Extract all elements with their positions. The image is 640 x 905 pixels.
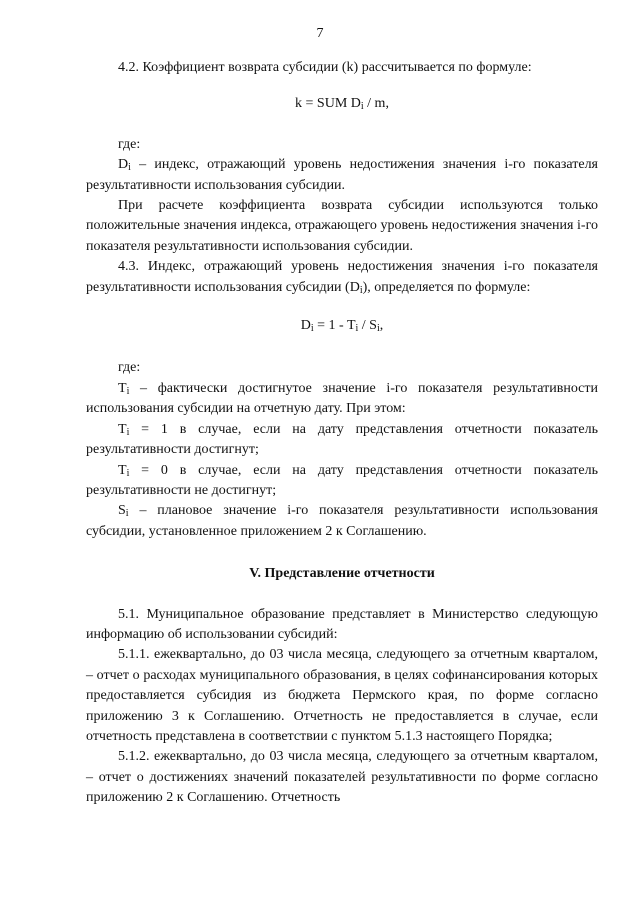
definition-ti-one: [86, 420, 598, 461]
definition-si-symbol: S: [118, 503, 126, 519]
formula-di-b-sub: i: [355, 323, 359, 335]
definition-ti-one-text: = 1 в случае, если на дату представления отчетности показатель результативности достигнут;: [86, 421, 598, 458]
paragraph-4-3-subscript: i: [359, 284, 363, 296]
formula-di-c: / S: [358, 318, 377, 334]
definition-di-subscript: i: [128, 162, 131, 174]
paragraph-5-1-1: 5.1.1. ежеквартально, до 03 числа месяца, следующего за отчетным кварталом, – отчет о расходах муниципального образования, в целях софинансирования которых предоставляется субсидия из бюджета Пермского края, по форме согласно приложению 3 к Соглашению. Отчетность не предоставляется в случае, если отчетность представлена в соответствии с пунктом 5.1.3 настоящего Порядка;: [86, 647, 598, 744]
formula-di-b: = 1 - T: [313, 318, 356, 334]
definition-di-text: – индекс, отражающий уровень недостижения значения i-го показателя результативности использования субсидии.: [86, 157, 598, 193]
definition-ti-one-symbol: T: [118, 421, 127, 437]
definition-si: [86, 501, 598, 542]
definition-ti-subscript: i: [126, 385, 130, 397]
definition-di-symbol: D: [118, 157, 129, 173]
document-body: [86, 58, 598, 809]
paragraph-4-3-text: 4.3. Индекс, отражающий уровень недостижения значения i-го показателя результативности использования субсидии (D: [86, 259, 598, 295]
formula-di-c-sub: i: [376, 323, 380, 335]
definition-ti-zero-text: = 0 в случае, если на дату представления отчетности показатель результативности не достигнут;: [86, 462, 598, 498]
paragraph-note: При расчете коэффициента возврата субсидии используются только положительные значения индекса, отражающего уровень недостижения значения i-го показателя результативности использования субсидии.: [86, 198, 598, 254]
formula-k: [86, 94, 598, 114]
paragraph-5-1-2: 5.1.2. ежеквартально, до 03 числа месяца, следующего за отчетным кварталом, – отчет о достижениях значений показателей результативности по форме согласно приложению 2 к Соглашению. Отчетность: [86, 749, 598, 806]
definition-ti-zero-subscript: i: [126, 467, 130, 479]
paragraph-5-1: 5.1. Муниципальное образование представляет в Министерство следующую информацию об использовании субсидий:: [86, 606, 598, 642]
paragraph-4-3: [86, 257, 598, 298]
formula-di-d: ,: [379, 318, 384, 334]
definition-si-text: – плановое значение i-го показателя результативности использования субсидии, установленное приложением 2 к Соглашению.: [86, 503, 598, 539]
definition-ti-zero: [86, 461, 598, 502]
formula-di-a: D: [300, 318, 311, 334]
where-label-1: где:: [118, 136, 141, 152]
formula-di: [86, 316, 598, 336]
formula-k-text: k = SUM D: [295, 96, 361, 112]
where-label-2: где:: [118, 360, 141, 376]
definition-ti: [86, 379, 598, 420]
definition-ti-zero-symbol: T: [118, 462, 127, 478]
definition-di: [86, 155, 598, 196]
definition-si-subscript: i: [125, 508, 129, 520]
formula-k-subscript: i: [360, 101, 364, 113]
page-number: 7: [316, 26, 324, 41]
formula-k-tail: / m,: [363, 96, 389, 112]
definition-ti-symbol: T: [118, 380, 127, 396]
paragraph-4-2: 4.2. Коэффициент возврата субсидии (k) рассчитывается по формуле:: [118, 60, 532, 75]
paragraph-4-3-tail: ), определяется по формуле:: [362, 279, 531, 295]
formula-di-a-sub: i: [310, 323, 314, 335]
definition-ti-text: – фактически достигнутое значение i-го показателя результативности использования субсидии на отчетную дату. При этом:: [86, 380, 598, 417]
section-heading: V. Представление отчетности: [249, 566, 435, 582]
definition-ti-one-subscript: i: [126, 426, 130, 438]
